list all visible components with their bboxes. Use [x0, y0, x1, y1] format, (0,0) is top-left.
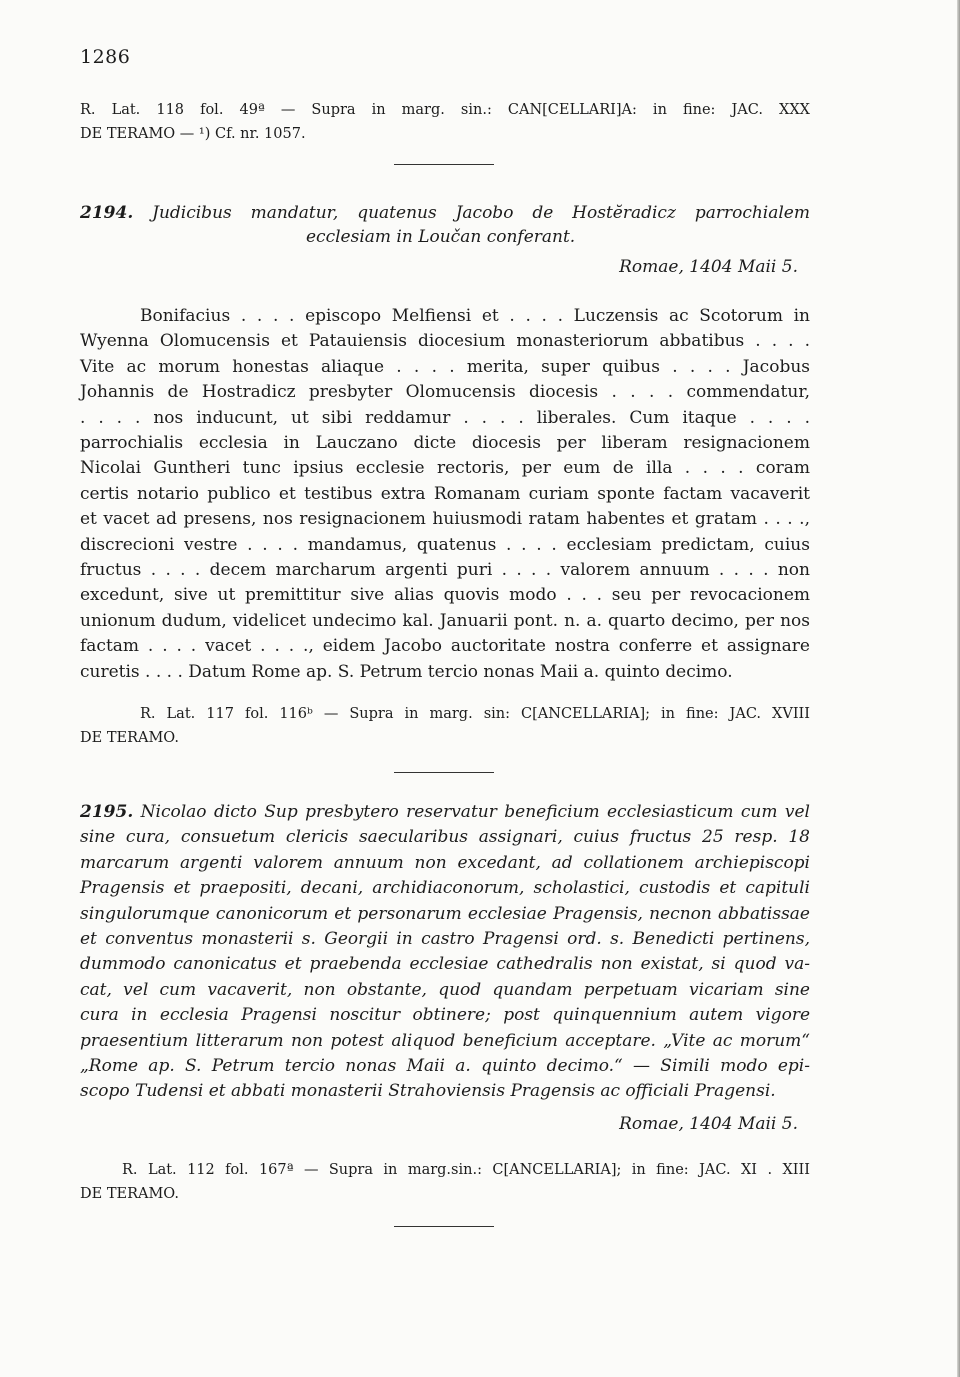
body-line: et vacet ad presens, nos resignacionem huiusmodi ratam habentes et gratam . . . .,: [80, 509, 810, 530]
body-line: excedunt, sive ut premittitur sive alias quovis modo . . . seu per revocacionem: [80, 585, 810, 606]
body-line: praesentium litterarum non potest aliquod beneficium acceptare. „Vite ac morum“: [80, 1030, 810, 1051]
body-line: sine cura, consuetum clericis saecularibus assignari, cuius fructus 25 resp. 18: [80, 827, 810, 848]
body-line: fructus . . . . decem marcharum argenti puri . . . . valorem annuum . . . . non: [80, 560, 810, 581]
page-number: 1286: [80, 46, 131, 68]
body-line: singulorumque canonicorum et personarum ecclesiae Pragensis, necnon abbatissae: [80, 903, 810, 924]
section-divider: [394, 1226, 494, 1227]
body-line: . . . . nos inducunt, ut sibi reddamur . . . . liberales. Cum itaque . . . .: [80, 407, 810, 428]
body-line: Johannis de Hostradicz presbyter Olomucensis diocesis . . . . commendatur,: [80, 382, 810, 403]
footnote-line: DE TERAMO.: [80, 730, 179, 746]
entry-number: 2194.: [80, 203, 134, 223]
entry-title-text: Judicibus mandatur, quatenus Jacobo de Hostĕradicz parrochialem: [152, 203, 810, 223]
body-line: dummodo canonicatus et praebenda ecclesiae cathedralis non existat, si quod va-: [80, 954, 810, 975]
body-line: cura in ecclesia Pragensi noscitur obtinere; post quinquennium autem vigore: [80, 1005, 810, 1026]
entry-title-line: ecclesiam in Loučan conferant.: [306, 227, 576, 247]
footnote-line: R. Lat. 117 fol. 116ᵇ — Supra in marg. sin: C[ANCELLARIA]; in fine: JAC. XVIII: [140, 706, 810, 722]
body-line: Pragensis et praepositi, decani, archidiaconorum, scholastici, custodis et capituli: [80, 878, 810, 899]
body-line: parrochialis ecclesia in Lauczano dicte diocesis per liberam resignacionem: [80, 433, 810, 454]
entry-2195-body: [80, 800, 810, 1105]
footnote-line: R. Lat. 118 fol. 49ª — Supra in marg. sin.: CAN[CELLARI]A: in fine: JAC. XXX: [80, 102, 810, 118]
entry-2195-footnote: [80, 1158, 810, 1206]
body-line: [80, 800, 810, 825]
body-line: Nicolai Guntheri tunc ipsius ecclesie rectoris, per eum de illa . . . . coram: [80, 458, 810, 479]
body-line: factam . . . . vacet . . . ., eidem Jacobo auctoritate nostra conferre et assignare: [80, 636, 810, 657]
body-line: Bonifacius . . . . episcopo Melfiensi et . . . . Luczensis ac Scotorum in: [140, 306, 810, 326]
entry-2194-heading: [80, 201, 810, 249]
body-line: marcarum argenti valorem annuum non excedant, ad collationem archiepiscopi: [80, 852, 810, 873]
entry-title-line: [80, 201, 810, 225]
section-divider: [394, 164, 494, 165]
footnote-line: R. Lat. 112 fol. 167ª — Supra in marg.sin.: C[ANCELLARIA]; in fine: JAC. XI . XIII: [122, 1162, 810, 1178]
entry-2194-body: [80, 304, 810, 685]
body-line: discrecioni vestre . . . . mandamus, quatenus . . . . ecclesiam predictam, cuius: [80, 534, 810, 555]
body-line: et conventus monasterii s. Georgii in castro Pragensi ord. s. Benedicti pertinens,: [80, 929, 810, 950]
body-line: curetis . . . . Datum Rome ap. S. Petrum tercio nonas Maii a. quinto decimo.: [80, 661, 733, 682]
footnote-line: DE TERAMO.: [80, 1186, 179, 1202]
section-divider: [394, 772, 494, 773]
body-line: scopo Tudensi et abbati monasterii Strahoviensis Pragensis ac officiali Pragensi.: [80, 1081, 776, 1102]
entry-number: 2195.: [80, 802, 134, 822]
body-line: cat, vel cum vacaverit, non obstante, quod quandam perpetuam vicariam sine: [80, 979, 810, 1000]
entry-text: Nicolao dicto Sup presbytero reservatur beneficium ecclesiasticum cum vel: [140, 802, 810, 822]
entry-date: Romae, 1404 Maii 5.: [619, 257, 798, 277]
body-line: unionum dudum, videlicet undecimo kal. Januarii pont. n. a. quarto decimo, per nos: [80, 610, 810, 631]
body-line: Vite ac morum honestas aliaque . . . . merita, super quibus . . . . Jacobus: [80, 356, 810, 377]
entry-date: Romae, 1404 Maii 5.: [619, 1114, 798, 1134]
body-line: Wyenna Olomucensis et Patauiensis diocesium monasteriorum abbatibus . . . .: [80, 331, 810, 352]
body-line: „Rome ap. S. Petrum tercio nonas Maii a. quinto decimo.“ — Simili modo epi-: [80, 1056, 810, 1077]
top-footnote: [80, 98, 810, 146]
footnote-line: DE TERAMO — ¹) Cf. nr. 1057.: [80, 126, 306, 142]
entry-2194-footnote: [80, 702, 810, 750]
body-line: certis notario publico et testibus extra Romanam curiam sponte factam vacaverit: [80, 483, 810, 504]
